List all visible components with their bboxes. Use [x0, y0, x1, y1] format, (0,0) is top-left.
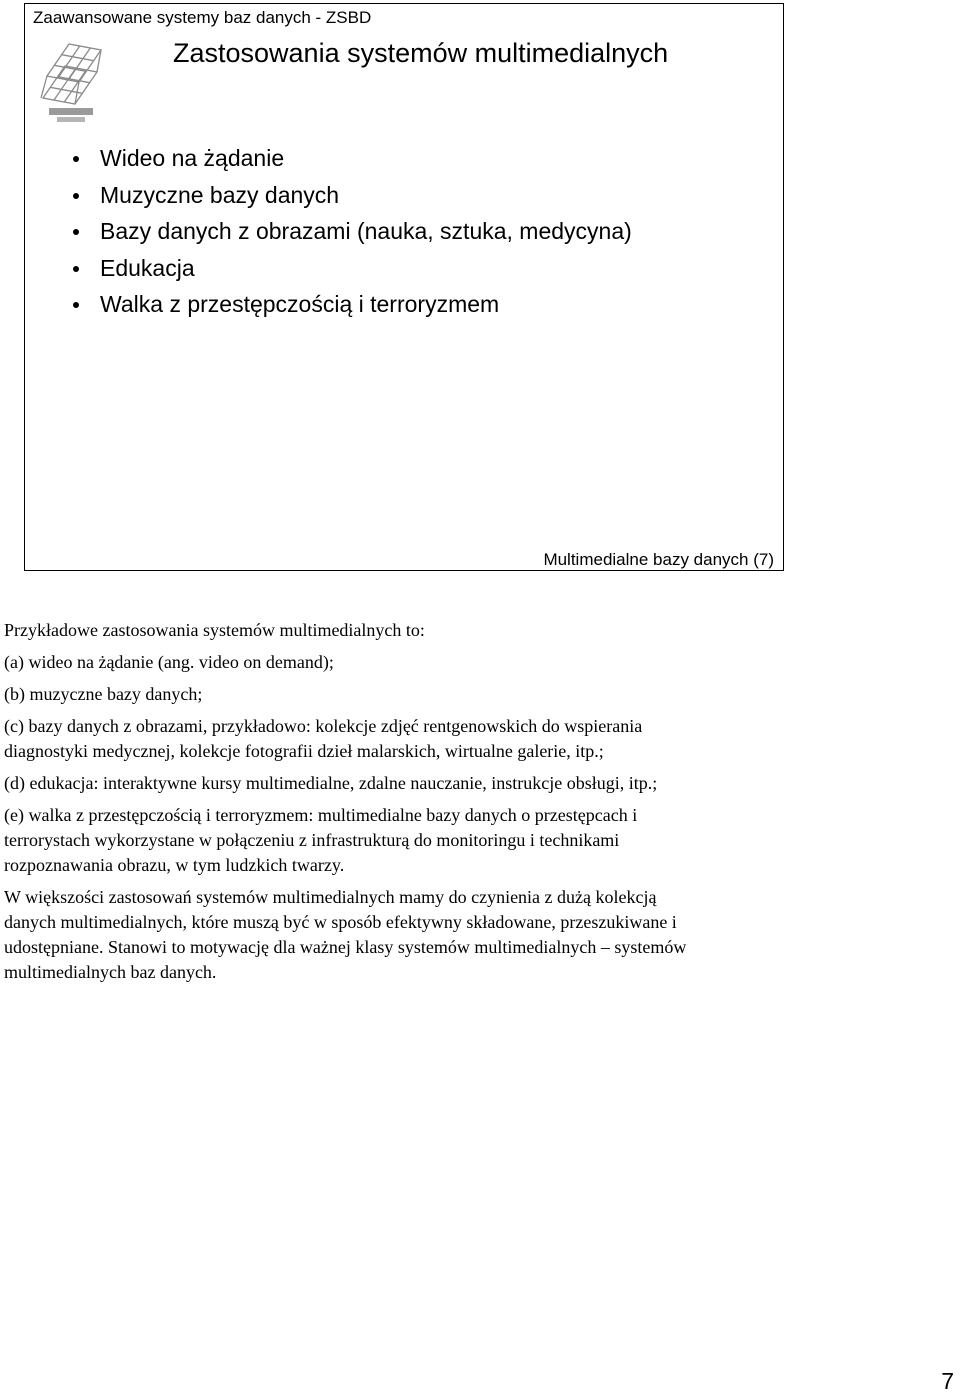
bullet-item: Bazy danych z obrazami (nauka, sztuka, medycyna)	[71, 213, 632, 250]
notes-item-e-line1: (e) walka z przestępczością i terroryzmem: multimedialne bazy danych o przestępcach i	[4, 805, 638, 825]
slide-header: Zaawansowane systemy baz danych - ZSBD	[33, 8, 372, 27]
notes-item-a: (a) wideo na żądanie (ang. video on demand);	[4, 652, 334, 672]
bullet-item: Muzyczne bazy danych	[71, 177, 632, 214]
bullet-item: Walka z przestępczością i terroryzmem	[71, 286, 632, 323]
slide-footer: Multimedialne bazy danych (7)	[543, 550, 774, 569]
notes-item-c-line2: diagnostyki medycznej, kolekcje fotografii dzieł malarskich, wirtualne galerie, itp.;	[4, 741, 604, 761]
bullet-item: Wideo na żądanie	[71, 140, 632, 177]
notes-summary-line1: W większości zastosowań systemów multimedialnych mamy do czynienia z dużą kolekcją	[4, 887, 657, 907]
notes-summary-line4: multimedialnych baz danych.	[4, 962, 217, 982]
notes-intro: Przykładowe zastosowania systemów multimedialnych to:	[4, 620, 425, 640]
page-number: 7	[941, 1368, 954, 1394]
notes-summary-line3: udostępniane. Stanowi to motywację dla ważnej klasy systemów multimedialnych – systemów	[4, 937, 687, 957]
bullet-item: Edukacja	[71, 250, 632, 287]
notes-summary-line2: danych multimedialnych, które muszą być w sposób efektywny składowane, przeszukiwane i	[4, 912, 677, 932]
notes-item-b: (b) muzyczne bazy danych;	[4, 684, 203, 704]
university-grid-logo	[39, 36, 115, 126]
notes-item-e-line2: terrorystach wykorzystane w połączeniu z infrastrukturą do monitoringu i technikami	[4, 830, 620, 850]
slide-bullet-list	[71, 140, 632, 323]
lecture-notes	[4, 618, 824, 985]
slide-frame	[24, 3, 784, 571]
notes-item-e-line3: rozpoznawania obrazu, w tym ludzkich twarzy.	[4, 855, 345, 875]
notes-item-c-line1: (c) bazy danych z obrazami, przykładowo: kolekcje zdjęć rentgenowskich do wspierania	[4, 716, 643, 736]
slide-title: Zastosowania systemów multimedialnych	[173, 38, 669, 68]
notes-item-d: (d) edukacja: interaktywne kursy multimedialne, zdalne nauczanie, instrukcje obsługi, itp.;	[4, 773, 658, 793]
